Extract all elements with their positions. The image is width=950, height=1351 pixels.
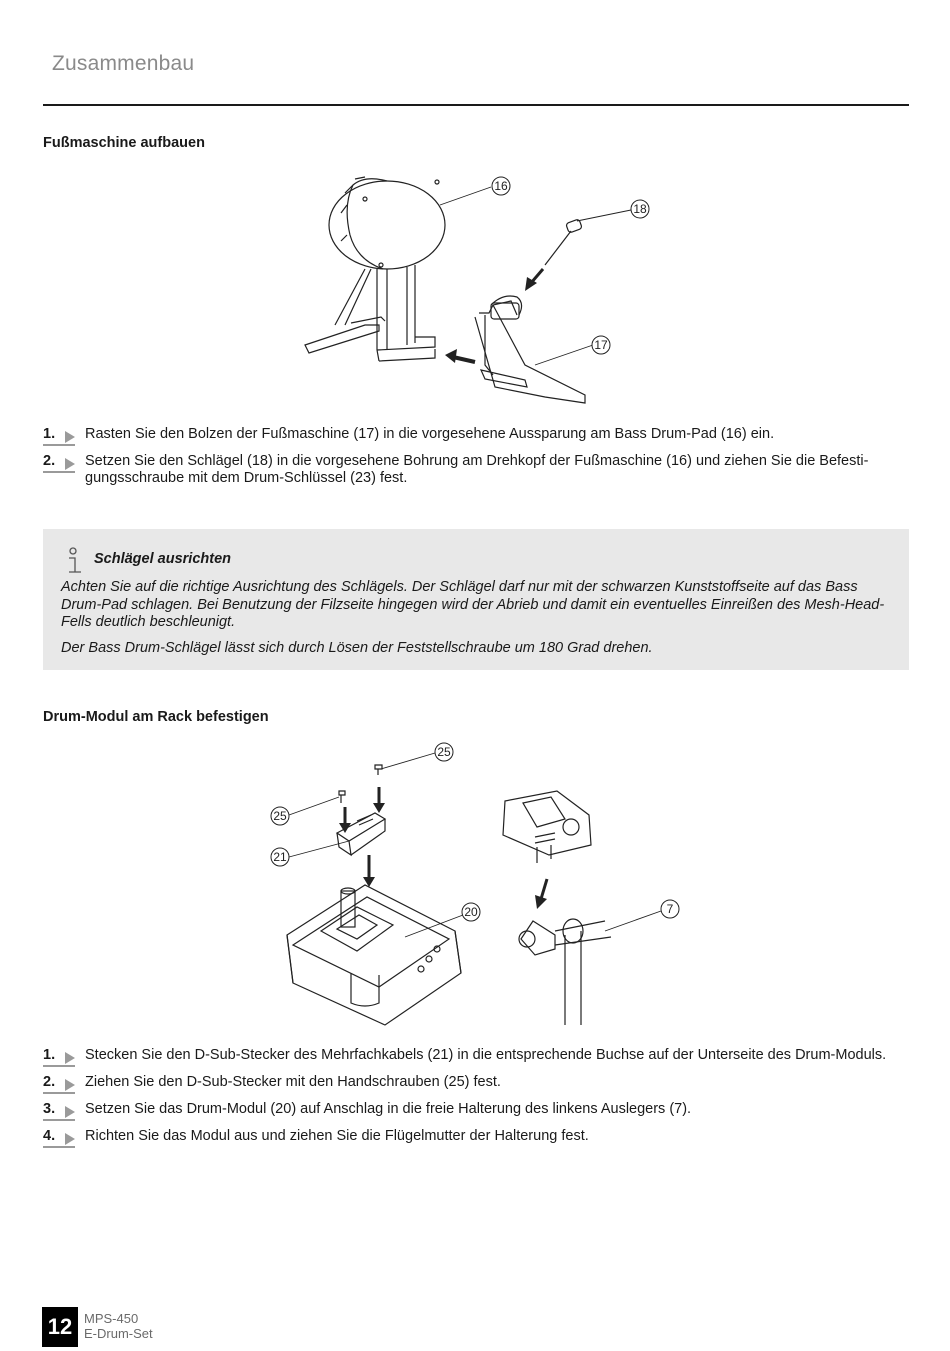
step-number: 3. xyxy=(43,1101,56,1117)
step-number: 1. xyxy=(43,1047,56,1063)
note-box xyxy=(43,529,909,670)
section-title-drum-module: Drum-Modul am Rack befestigen xyxy=(43,709,269,725)
step-text: Stecken Sie den D-Sub-Stecker des Mehrfachkabels (21) in die entsprechende Buchse auf der Unterseite des Drum-Moduls. xyxy=(85,1047,887,1063)
step-number: 1. xyxy=(43,426,56,442)
callout-7 xyxy=(661,900,679,918)
footer-model: MPS-450 xyxy=(84,1311,139,1326)
step-number: 2. xyxy=(43,453,56,469)
step-list-bass-pedal xyxy=(43,426,909,497)
list-item xyxy=(43,453,909,487)
svg-text:18: 18 xyxy=(633,202,647,216)
page-number: 12 xyxy=(42,1307,78,1347)
callout-25-top xyxy=(435,743,453,761)
step-arrow-icon xyxy=(65,431,75,443)
drum-module-illustration xyxy=(265,735,695,1035)
step-arrow-icon xyxy=(65,1052,75,1064)
step-list-drum-module xyxy=(43,1047,909,1155)
step-text: Ziehen Sie den D-Sub-Stecker mit den Handschrauben (25) fest. xyxy=(85,1074,501,1090)
note-title: Schlägel ausrichten xyxy=(94,551,231,567)
list-item xyxy=(43,1047,909,1064)
svg-text:20: 20 xyxy=(464,905,478,919)
footer-product-info xyxy=(84,1311,153,1341)
page-header-title: Zusammenbau xyxy=(52,52,195,75)
step-arrow-icon xyxy=(65,1133,75,1145)
callout-21 xyxy=(271,848,289,866)
svg-text:16: 16 xyxy=(494,179,508,193)
callout-20 xyxy=(462,903,480,921)
svg-text:7: 7 xyxy=(666,902,674,916)
info-icon xyxy=(65,546,87,576)
step-text: Rasten Sie den Bolzen der Fußmaschine (17) in die vorgesehene Aussparung am Bass Drum-Pad (16) ein. xyxy=(85,426,775,442)
svg-text:17: 17 xyxy=(594,338,608,352)
section-title-bass-pedal: Fußmaschine aufbauen xyxy=(43,135,205,151)
svg-text:25: 25 xyxy=(273,809,287,823)
callout-18 xyxy=(631,200,649,218)
callout-25-left xyxy=(271,807,289,825)
bass-pedal-illustration xyxy=(295,165,655,410)
step-text: Richten Sie das Modul aus und ziehen Sie die Flügelmutter der Halterung fest. xyxy=(85,1128,589,1144)
header-rule xyxy=(43,104,909,106)
step-text: Setzen Sie das Drum-Modul (20) auf Anschlag in die freie Halterung des linkens Auslegers (7). xyxy=(85,1101,692,1117)
list-item xyxy=(43,426,909,443)
callout-17 xyxy=(592,336,610,354)
step-arrow-icon xyxy=(65,458,75,470)
step-arrow-icon xyxy=(65,1079,75,1091)
note-paragraph-2: Der Bass Drum-Schlägel lässt sich durch Lösen der Feststellschraube um 180 Grad drehen. xyxy=(61,640,653,656)
svg-text:21: 21 xyxy=(273,850,287,864)
note-paragraph-1: Achten Sie auf die richtige Ausrichtung des Schlägels. Der Schlägel darf nur mit der schwarzen Kunststoffseite auf das Bass Drum-Pad schlagen. Bei Benutzung der Filzseite hingegen wird der Abrieb und damit ein eventuelles Einreißen des Mesh-Head-Fells deutlich beschleunigt. xyxy=(61,579,885,630)
callout-16 xyxy=(492,177,510,195)
step-arrow-icon xyxy=(65,1106,75,1118)
step-number: 4. xyxy=(43,1128,56,1144)
step-number: 2. xyxy=(43,1074,56,1090)
step-text: Setzen Sie den Schlägel (18) in die vorgesehene Bohrung am Drehkopf der Fußmaschine (16) und ziehen Sie die Befestigungsschraube mit dem Drum-Schlüssel (23) fest. xyxy=(85,453,869,486)
list-item xyxy=(43,1101,909,1118)
list-item xyxy=(43,1074,909,1091)
svg-text:25: 25 xyxy=(437,745,451,759)
footer-product: E-Drum-Set xyxy=(84,1326,153,1341)
list-item xyxy=(43,1128,909,1145)
